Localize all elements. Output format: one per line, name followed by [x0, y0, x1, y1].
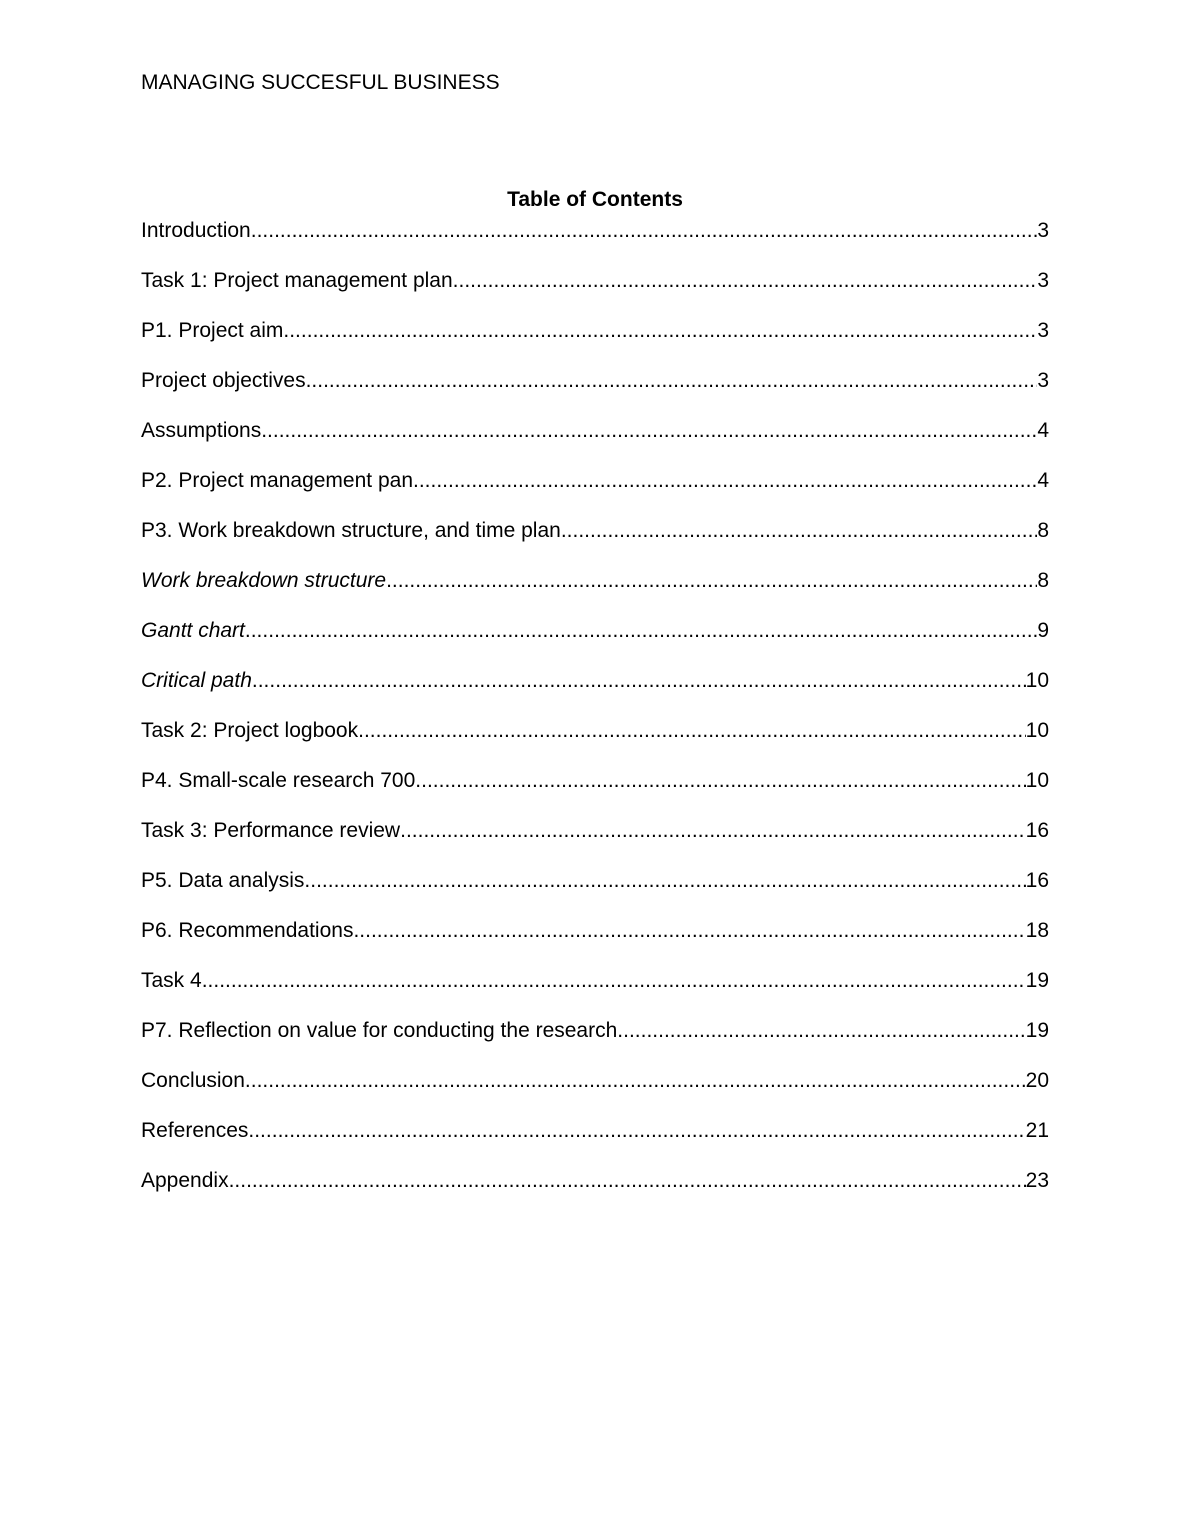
toc-leader-dots [248, 1118, 1025, 1144]
toc-entry-task-4[interactable] [141, 968, 1049, 1018]
toc-entry-label: Work breakdown structure [141, 569, 387, 592]
toc-leader-dots [245, 618, 1037, 644]
toc-leader-dots [283, 318, 1037, 344]
toc-leader-dots [252, 668, 1026, 694]
toc-entry-label: P2. Project management pan [141, 469, 413, 492]
toc-leader-dots [353, 918, 1025, 944]
toc-entry-references[interactable] [141, 1118, 1049, 1168]
toc-entry-page: 21 [1025, 1119, 1049, 1142]
toc-leader-dots [415, 768, 1025, 794]
toc-entry-project-objectives[interactable] [141, 368, 1049, 418]
toc-entry-p5[interactable] [141, 868, 1049, 918]
running-header: MANAGING SUCCESFUL BUSINESS [141, 71, 500, 94]
toc-entry-page: 18 [1025, 919, 1049, 942]
toc-title: Table of Contents [507, 188, 683, 211]
toc-leader-dots [386, 568, 1037, 594]
toc-entry-page: 8 [1037, 519, 1049, 542]
toc-entry-label: P7. Reflection on value for conducting the research [141, 1019, 618, 1042]
toc-entry-label: Task 3: Performance review [141, 819, 401, 842]
toc-leader-dots [358, 718, 1026, 744]
toc-entry-task-3[interactable] [141, 818, 1049, 868]
toc-entry-label: Task 4 [141, 969, 202, 992]
toc-entry-label: Conclusion [141, 1069, 245, 1092]
toc-entry-work-breakdown-structure[interactable] [141, 568, 1049, 618]
toc-entry-p2[interactable] [141, 468, 1049, 518]
toc-entry-p1[interactable] [141, 318, 1049, 368]
toc-entry-page: 16 [1025, 819, 1049, 842]
toc-entry-task-2[interactable] [141, 718, 1049, 768]
toc-leader-dots [306, 368, 1038, 394]
toc-entry-label: Introduction [141, 219, 251, 242]
toc-entry-label: Gantt chart [141, 619, 245, 642]
toc-entry-critical-path[interactable] [141, 668, 1049, 718]
toc-leader-dots [561, 518, 1037, 544]
toc-entry-conclusion[interactable] [141, 1068, 1049, 1118]
toc-entry-p4[interactable] [141, 768, 1049, 818]
toc-leader-dots [400, 818, 1026, 844]
toc-entry-page: 4 [1037, 469, 1049, 492]
toc-entry-page: 3 [1037, 219, 1049, 242]
toc-entry-p3[interactable] [141, 518, 1049, 568]
toc-leader-dots [453, 268, 1038, 294]
toc-entry-label: P1. Project aim [141, 319, 284, 342]
table-of-contents [141, 218, 1049, 1218]
toc-entry-label: P6. Recommendations [141, 919, 354, 942]
toc-entry-p6[interactable] [141, 918, 1049, 968]
toc-entry-page: 8 [1037, 569, 1049, 592]
toc-entry-label: Assumptions [141, 419, 262, 442]
toc-entry-page: 16 [1025, 869, 1049, 892]
toc-leader-dots [229, 1168, 1026, 1194]
toc-entry-label: P5. Data analysis [141, 869, 305, 892]
toc-leader-dots [202, 968, 1026, 994]
toc-entry-label: Project objectives [141, 369, 306, 392]
toc-entry-label: Appendix [141, 1169, 229, 1192]
toc-entry-label: Task 1: Project management plan [141, 269, 453, 292]
toc-entry-page: 10 [1025, 769, 1049, 792]
toc-leader-dots [304, 868, 1025, 894]
toc-entry-gantt-chart[interactable] [141, 618, 1049, 668]
toc-leader-dots [413, 468, 1037, 494]
toc-entry-label: Critical path [141, 669, 252, 692]
toc-entry-p7[interactable] [141, 1018, 1049, 1068]
toc-leader-dots [617, 1018, 1025, 1044]
toc-leader-dots [251, 218, 1038, 244]
toc-entry-appendix[interactable] [141, 1168, 1049, 1218]
toc-entry-label: References [141, 1119, 249, 1142]
toc-entry-task-1[interactable] [141, 268, 1049, 318]
toc-entry-page: 3 [1037, 269, 1049, 292]
toc-entry-page: 9 [1037, 619, 1049, 642]
toc-entry-page: 19 [1025, 1019, 1049, 1042]
toc-entry-page: 10 [1025, 719, 1049, 742]
toc-leader-dots [245, 1068, 1026, 1094]
toc-entry-page: 4 [1037, 419, 1049, 442]
toc-entry-assumptions[interactable] [141, 418, 1049, 468]
toc-leader-dots [261, 418, 1037, 444]
toc-entry-page: 23 [1025, 1169, 1049, 1192]
toc-entry-page: 19 [1025, 969, 1049, 992]
toc-entry-page: 10 [1025, 669, 1049, 692]
toc-entry-label: P4. Small-scale research 700 [141, 769, 416, 792]
toc-entry-label: Task 2: Project logbook [141, 719, 359, 742]
toc-entry-introduction[interactable] [141, 218, 1049, 268]
toc-entry-label: P3. Work breakdown structure, and time plan [141, 519, 561, 542]
toc-entry-page: 3 [1037, 319, 1049, 342]
toc-entry-page: 20 [1025, 1069, 1049, 1092]
toc-entry-page: 3 [1037, 369, 1049, 392]
